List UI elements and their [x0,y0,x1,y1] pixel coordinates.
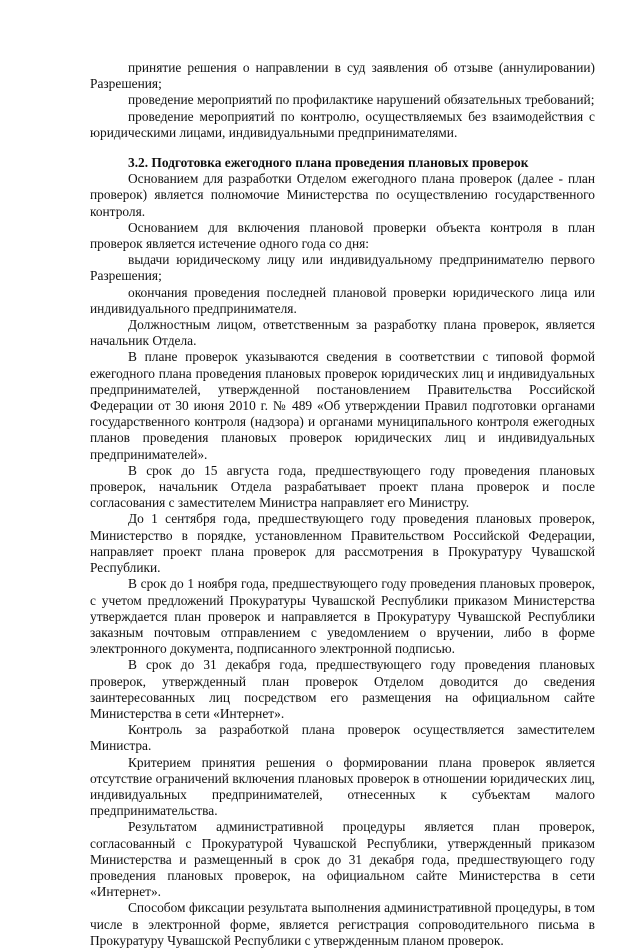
intro-paragraph-1: принятие решения о направлении в суд заявления об отзыве (аннулировании) Разрешения; [90,60,595,92]
section-heading: 3.2. Подготовка ежегодного плана проведения плановых проверок [128,155,529,171]
intro-paragraph-3: проведение мероприятий по контролю, осуществляемых без взаимодействия с юридическими лицами, индивидуальными предпринимателями. [90,108,595,140]
paragraph-13: Результатом административной процедуры является план проверок, согласованный с Прокуратурой Чувашской Республики, утвержденный приказом Министерства и размещенный в срок до 31 декабря года, предшествующего году проведения плановых проверок, на официальном сайте Министерства в сети «Интернет». [90,819,595,900]
paragraph-14: Способом фиксации результата выполнения административной процедуры, в том числе в электронной форме, является регистрация сопроводительного письма в Прокуратуру Чувашской Республики с утвержденным планом проверок. [90,900,595,948]
paragraph-2: Основанием для включения плановой проверки объекта контроля в план проверок является истечение одного года со дня: [90,219,595,252]
paragraph-8: До 1 сентября года, предшествующего году проведения плановых проверок, Министерство в порядке, установленном Правительством Российской Федерации, направляет проект плана проверок для рассмотрения в Прокуратуру Чувашской Республики. [90,511,595,576]
paragraph-3: выдачи юридическому лицу или индивидуальному предпринимателю первого Разрешения; [90,252,595,284]
paragraph-12: Критерием принятия решения о формировании плана проверок является отсутствие ограничений включения плановых проверок в отношении юридических лиц, индивидуальных предпринимателей, отнесенных к субъектам малого предпринимательства. [90,754,595,819]
intro-paragraph-2: проведение мероприятий по профилактике нарушений обязательных требований; [128,92,595,108]
document-body [90,60,595,949]
paragraph-7: В срок до 15 августа года, предшествующего году проведения плановых проверок, начальник Отдела разрабатывает проект плана проверок и после согласования с заместителем Министра направляет его Министру. [90,462,595,511]
paragraph-5: Должностным лицом, ответственным за разработку плана проверок, является начальник Отдела. [90,317,595,349]
paragraph-1: Основанием для разработки Отделом ежегодного плана проверок (далее - план проверок) является полномочие Министерства по осуществлению государственного контроля. [90,171,595,219]
paragraph-11: Контроль за разработкой плана проверок осуществляется заместителем Министра. [90,722,595,754]
paragraph-6: В плане проверок указываются сведения в соответствии с типовой формой ежегодного плана проведения плановых проверок юридических лиц и индивидуальных предпринимателей, утвержденной постановлением Правительства Российской Федерации от 30 июня 2010 г. № 489 «Об утверждении Правил подготовки органами государственного контроля (надзора) и органами муниципального контроля ежегодных планов проведения плановых проверок юридических лиц и индивидуальных предпринимателей». [90,349,595,462]
paragraph-4: окончания проведения последней плановой проверки юридического лица или индивидуального предпринимателя. [90,284,595,316]
paragraph-9: В срок до 1 ноября года, предшествующего году проведения плановых проверок, с учетом предложений Прокуратуры Чувашской Республики приказом Министерства утверждается план проверок и направляется в Прокуратуру Чувашской Республики заказным почтовым отправлением с уведомлением о вручении, либо в форме электронного документа, подписанного электронной подписью. [90,576,595,657]
paragraph-10: В срок до 31 декабря года, предшествующего году проведения плановых проверок, утвержденный план проверок Отделом доводится до сведения заинтересованных лиц посредством его размещения на официальном сайте Министерства в сети «Интернет». [90,657,595,721]
